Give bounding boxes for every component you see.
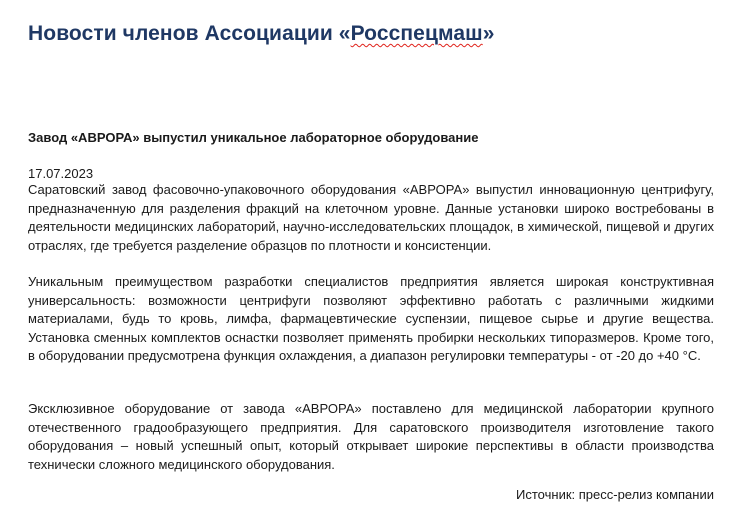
page-title bbox=[28, 22, 494, 46]
article-paragraph-1: Саратовский завод фасовочно-упаковочного оборудования «АВРОРА» выпустил инновационную центрифугу, предназначенную для разделения фракций на клеточном уровне. Данные установки широко востребованы в деятельности медицинских лабораторий, научно-исследовательских площадок, в химической, пищевой и других отраслях, где требуется разделение образцов по плотности и консистенции. bbox=[28, 182, 714, 253]
article-headline: Завод «АВРОРА» выпустил уникальное лабораторное оборудование bbox=[28, 130, 479, 145]
title-suffix: » bbox=[482, 22, 495, 45]
title-highlight-misspelled-word: Росспецмаш bbox=[350, 22, 483, 45]
document-page bbox=[28, 0, 714, 530]
article-date: 17.07.2023 bbox=[28, 166, 94, 181]
title-prefix: Новости членов Ассоциации « bbox=[28, 22, 351, 45]
article-source: Источник: пресс-релиз компании bbox=[516, 487, 714, 502]
article-paragraph-2: Уникальным преимуществом разработки специалистов предприятия является широкая конструктивная универсальность: возможности центрифуги позволяют эффективно работать с различными жидкими материалами, будь то кровь, лимфа, фармацевтические суспензии, пищевое сырье и другие вещества. Установка сменных комплектов оснастки позволяет применять пробирки нескольких типоразмеров. Кроме того, в оборудовании предусмотрена функция охлаждения, а диапазон регулировки температуры - от -20 до +40 °C. bbox=[28, 274, 714, 363]
article-paragraph-3: Эксклюзивное оборудование от завода «АВРОРА» поставлено для медицинской лаборатории крупного отечественного градообразующего предприятия. Для саратовского производителя изготовление такого оборудования – новый успешный опыт, который открывает широкие перспективы в области производства технически сложного медицинского оборудования. bbox=[28, 401, 714, 472]
